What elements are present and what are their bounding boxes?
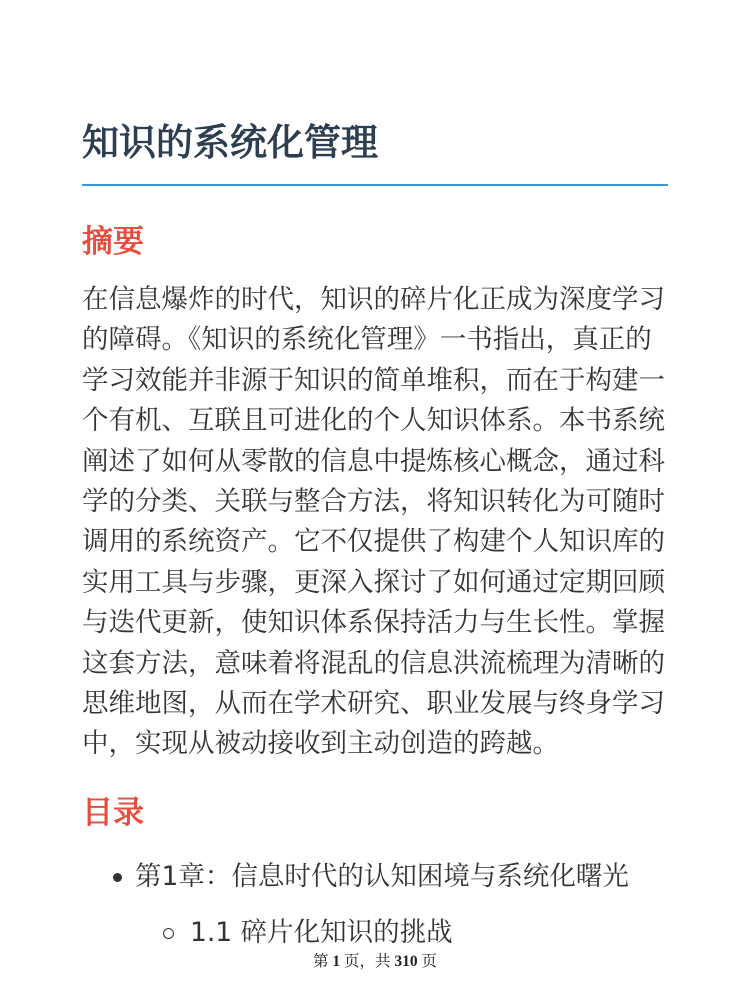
footer-prefix: 第: [312, 953, 333, 970]
summary-paragraph: [82, 280, 682, 765]
summary-line: 学的分类、关联与整合方法，将知识转化为可随时: [82, 486, 665, 518]
summary-line: 在信息爆炸的时代，知识的碎片化正成为深度学习: [82, 284, 665, 315]
summary-line: 个有机、互联且可进化的个人知识体系。本书系统: [82, 405, 665, 437]
summary-line: 阐述了如何从零散的信息中提炼核心概念，通过科: [82, 445, 665, 477]
filled-bullet-icon: [113, 873, 122, 882]
summary-line: 的障碍。《知识的系统化管理》一书指出，真正的: [82, 324, 652, 356]
summary-heading: 摘要: [82, 224, 144, 260]
footer-suffix: 页: [417, 953, 438, 970]
toc-item-chapter-1[interactable]: 第1章：信息时代的认知困境与系统化曙光: [135, 861, 629, 892]
summary-line: 思维地图，从而在学术研究、职业发展与终身学习: [82, 688, 665, 720]
footer-middle: 页，共: [340, 953, 395, 970]
summary-line: 中，实现从被动接收到主动创造的跨越。: [82, 728, 559, 760]
hollow-bullet-icon: [163, 928, 174, 939]
summary-line: 调用的系统资产。它不仅提供了构建个人知识库的: [82, 526, 665, 558]
summary-line: 这套方法，意味着将混乱的信息洪流梳理为清晰的: [82, 647, 665, 679]
toc-heading: 目录: [82, 795, 144, 831]
title-divider: [82, 184, 668, 186]
summary-line: 实用工具与步骤，更深入探讨了如何通过定期回顾: [82, 566, 665, 598]
toc-item-section-1-1[interactable]: 1.1 碎片化知识的挑战: [190, 917, 453, 948]
footer-page-number: 1: [332, 953, 341, 970]
document-title: 知识的系统化管理: [82, 121, 378, 164]
footer-total-pages: 310: [394, 953, 418, 970]
summary-line: 学习效能并非源于知识的简单堆积，而在于构建一: [82, 364, 665, 396]
page-footer: [0, 951, 750, 973]
summary-line: 与迭代更新，使知识体系保持活力与生长性。掌握: [82, 607, 665, 639]
